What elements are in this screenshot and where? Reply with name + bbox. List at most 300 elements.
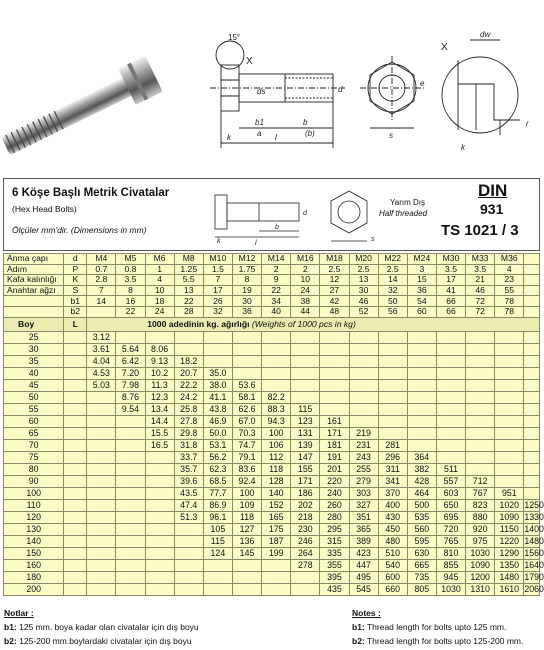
weight-cell: 1640 [524,560,544,571]
weight-cell: 11.3 [145,379,174,391]
length-spacer [64,391,87,403]
weight-cell: 92.4 [232,475,261,487]
weight-row [4,403,540,415]
param-cell: M10 [203,254,232,265]
weight-row [4,379,540,391]
weight-cell [436,355,465,367]
param-label: Kafa kalınlığı [4,275,64,286]
weight-cell: 220 [320,475,349,487]
weight-cell: 82.2 [262,391,291,403]
weight-cell: 1150 [495,523,524,535]
length-spacer [64,475,87,487]
param-cell: 78 [495,306,524,317]
bolt-illustration [0,0,544,170]
weight-cell [116,451,145,463]
weight-cell [232,571,261,583]
weight-cell: 9.13 [145,355,174,367]
param-cell: 2.5 [349,264,378,275]
weight-cell: 175 [262,523,291,535]
param-cell: 42 [320,296,349,307]
weight-row [4,499,540,511]
weight-cell [116,583,145,595]
weight-cell [203,331,232,343]
weight-cell [349,379,378,391]
weight-cell [349,403,378,415]
weight-cell: 74.7 [232,439,261,451]
param-label: Anahtar ağzı [4,285,64,296]
param-cell: 3.5 [116,275,145,286]
din-number: 931 [480,201,504,217]
weight-cell [291,343,320,355]
param-cell: 2 [291,264,320,275]
weight-cell [116,559,145,571]
length-cell: 90 [4,475,64,487]
weight-cell [320,367,349,379]
weight-cell: 720 [436,523,465,535]
length-spacer [64,511,87,523]
weight-cell: 136 [232,535,261,547]
length-cell: 160 [4,559,64,571]
weight-cell [116,487,145,499]
weight-cell [145,559,174,571]
param-cell: M5 [116,254,145,265]
weight-cell [495,415,524,427]
param-cell: 66 [436,306,465,317]
weight-cell [466,451,495,463]
weight-cell [87,439,116,451]
param-cell: M14 [262,254,291,265]
weight-cell [87,487,116,499]
weight-cell: 1290 [495,547,524,559]
param-cell: 0.8 [116,264,145,275]
note-tr-b1-key: b1: [4,622,17,632]
technical-drawing-area [0,0,544,170]
weight-cell [262,355,291,367]
weight-cell: 1020 [495,499,524,511]
param-cell: 0.7 [87,264,116,275]
dimensions-note: Ölçüler mm'dir. (Dimensions in mm) [12,225,147,235]
param-cell: M16 [291,254,320,265]
weight-cell [436,427,465,439]
weight-cell [407,331,436,343]
param-cell: M33 [466,254,495,265]
weight-cell: 128 [262,475,291,487]
param-cell: 50 [378,296,407,307]
weight-cell [203,343,232,355]
weight-cell: 199 [262,547,291,559]
param-pad-cell [524,296,540,307]
weight-cell [495,367,524,379]
param-cell: 1.25 [174,264,203,275]
weight-cell: 823 [466,499,495,511]
param-cell: M22 [378,254,407,265]
weight-cell [87,535,116,547]
weight-cell [407,403,436,415]
weight-cell: 341 [378,475,407,487]
weight-row [4,355,540,367]
weight-cell: 46.9 [203,415,232,427]
weight-cell [87,427,116,439]
weight-cell [495,331,524,343]
param-cell: 34 [262,296,291,307]
weight-cell: 7.98 [116,379,145,391]
param-cell: 2.5 [378,264,407,275]
param-cell: 23 [495,275,524,286]
weight-cell [320,331,349,343]
weight-rows [4,317,544,595]
length-cell: 40 [4,367,64,379]
weight-cell: 20.7 [174,367,203,379]
weight-cell: 660 [378,583,407,595]
weight-cell [524,355,540,367]
param-cell: 41 [436,285,465,296]
param-cell: M8 [174,254,203,265]
param-symbol: P [64,264,87,275]
length-spacer [64,463,87,475]
notes-turkish [4,606,199,648]
weight-cell [116,439,145,451]
param-cell: 19 [232,285,261,296]
thread-type-en: Half threaded [379,209,428,218]
weight-cell: 1200 [466,571,495,583]
length-cell: 25 [4,331,64,343]
weight-cell: 8.06 [145,343,174,355]
weight-cell [378,403,407,415]
weight-cell: 920 [466,523,495,535]
weight-cell: 187 [262,535,291,547]
param-pad-cell [524,264,540,275]
detail-x-label: X [246,56,253,67]
param-cell: 27 [320,285,349,296]
weight-cell: 255 [349,463,378,475]
param-cell: 44 [291,306,320,317]
weight-cell: 10.2 [145,367,174,379]
dim-ds: ds [257,87,266,96]
weight-cell [524,475,540,487]
weight-cell: 1350 [495,559,524,571]
weight-cell: 14.4 [145,415,174,427]
weight-cell: 5.03 [87,379,116,391]
param-cell: 66 [436,296,465,307]
param-cell: 4 [145,275,174,286]
weight-cell: 855 [436,559,465,571]
length-cell: 180 [4,571,64,583]
weight-cell [466,355,495,367]
param-cell: 2.8 [87,275,116,286]
weight-cell: 480 [378,535,407,547]
weight-cell [87,511,116,523]
weight-cell: 1220 [495,535,524,547]
weight-cell: 13.4 [145,403,174,415]
length-spacer [64,379,87,391]
weights-header-row [4,317,540,331]
weight-cell [145,523,174,535]
param-row [4,285,540,296]
weight-cell [145,571,174,583]
dim-k-detail: k [461,143,465,152]
weight-cell: 365 [349,523,378,535]
length-cell: 130 [4,523,64,535]
param-cell: 36 [407,285,436,296]
standard-header-box [3,178,540,251]
length-cell: 100 [4,487,64,499]
weight-cell [291,367,320,379]
notes-english [352,606,523,648]
weight-cell [87,547,116,559]
weight-cell: 161 [320,415,349,427]
weight-cell: 945 [436,571,465,583]
dim-dw: dw [480,30,491,39]
weight-cell [436,367,465,379]
weight-cell: 94.3 [262,415,291,427]
param-cell: 22 [116,306,145,317]
note-tr-b2-key: b2: [4,636,17,646]
weight-cell: 33.7 [174,451,203,463]
weight-cell: 22.2 [174,379,203,391]
param-cell: 30 [349,285,378,296]
weight-cell: 4.53 [87,367,116,379]
param-cell: 12 [320,275,349,286]
weight-cell [320,391,349,403]
weight-row [4,439,540,451]
param-cell: 72 [466,306,495,317]
weight-cell: 1790 [524,572,544,583]
notes-tr-title: Notlar : [4,608,34,618]
weight-cell: 39.6 [174,475,203,487]
weight-cell: 123 [291,415,320,427]
weight-cell [466,343,495,355]
weight-cell [524,463,540,475]
weight-cell: 1560 [524,548,544,559]
length-cell: 30 [4,343,64,355]
param-cell: 4 [495,264,524,275]
weight-cell: 540 [378,559,407,571]
length-spacer [64,523,87,535]
weight-cell [524,391,540,403]
param-cell: 10 [291,275,320,286]
weight-cell [174,571,203,583]
param-row [4,296,540,307]
weight-cell: 47.4 [174,499,203,511]
weight-cell [407,379,436,391]
weight-cell [232,583,261,595]
weight-cell [174,559,203,571]
weight-cell [87,391,116,403]
length-cell: 140 [4,535,64,547]
weight-cell [145,535,174,547]
weight-cell [116,331,145,343]
weight-cell [495,379,524,391]
weight-cell: 67.0 [232,415,261,427]
weight-cell [116,535,145,547]
weight-cell [466,427,495,439]
weight-cell [407,415,436,427]
param-symbol: S [64,285,87,296]
weight-cell [203,559,232,571]
weight-cell [436,439,465,451]
param-cell: M30 [436,254,465,265]
param-cell: M12 [232,254,261,265]
weight-cell: 364 [407,451,436,463]
weight-cell [436,391,465,403]
page-subtitle: (Hex Head Bolts) [12,204,77,214]
weight-cell [378,391,407,403]
length-cell: 65 [4,427,64,439]
bolt-data-table [3,253,544,596]
length-spacer [64,439,87,451]
weight-cell: 56.2 [203,451,232,463]
weight-cell: 24.2 [174,391,203,403]
weight-cell: 311 [378,463,407,475]
length-spacer [64,331,87,343]
weight-cell: 31.8 [174,439,203,451]
weight-row [4,343,540,355]
weight-cell: 27.8 [174,415,203,427]
note-tr-b2: 125-200 mm.boylardaki civatalar için dış boyu [19,636,192,646]
length-spacer [64,451,87,463]
param-cell: 8 [232,275,261,286]
param-pad-cell [524,254,540,265]
weight-cell [145,547,174,559]
param-cell: 14 [87,296,116,307]
weight-cell: 447 [349,559,378,571]
mini-b: b [275,224,279,231]
weight-cell [495,343,524,355]
length-spacer [64,343,87,355]
weight-cell: 264 [291,547,320,559]
weight-cell [87,559,116,571]
param-row [4,264,540,275]
param-cell: M24 [407,254,436,265]
param-cell: 24 [291,285,320,296]
weight-cell: 3.61 [87,343,116,355]
length-cell: 60 [4,415,64,427]
weight-cell [378,427,407,439]
weights-caption-tr: 1000 adedinin kg. ağırlığı [147,318,250,329]
weight-cell: 58.1 [232,391,261,403]
weight-cell [349,391,378,403]
param-cell: M18 [320,254,349,265]
weight-cell [407,367,436,379]
weight-cell: 389 [349,535,378,547]
weight-cell: 118 [232,511,261,523]
weight-cell: 68.5 [203,475,232,487]
param-cell: 13 [349,275,378,286]
param-cell: 46 [466,285,495,296]
weight-cell: 335 [320,547,349,559]
weight-cell [291,331,320,343]
hex-front-view [360,56,424,128]
weight-cell: 41.1 [203,391,232,403]
weight-cell [145,463,174,475]
weight-cell [524,451,540,463]
weight-cell: 62.6 [232,403,261,415]
weight-cell [145,331,174,343]
weight-cell: 51.3 [174,511,203,523]
weight-cell: 1310 [466,583,495,595]
weight-cell: 295 [320,523,349,535]
length-spacer [64,403,87,415]
weight-cell [524,487,540,499]
weight-cell [349,367,378,379]
weight-cell [291,355,320,367]
param-cell: 56 [378,306,407,317]
weight-cell [232,355,261,367]
weight-cell: 650 [436,499,465,511]
note-en-b1-key: b1: [352,622,365,632]
weight-cell: 191 [320,451,349,463]
param-cell: 2.5 [320,264,349,275]
mini-s: s [371,236,375,243]
weight-cell [262,343,291,355]
weight-cell [87,523,116,535]
dim-b: b [303,118,308,127]
weight-cell [378,367,407,379]
length-spacer [64,355,87,367]
weight-row [4,511,540,523]
length-cell: 200 [4,583,64,595]
weight-cell [291,379,320,391]
weight-cell: 145 [232,547,261,559]
weight-cell: 382 [407,463,436,475]
weight-cell: 79.1 [232,451,261,463]
weight-cell: 1400 [524,524,544,535]
weight-cell [466,379,495,391]
param-cell: 3 [407,264,436,275]
weight-cell: 118 [262,463,291,475]
weight-cell: 278 [291,559,320,571]
weight-cell [524,343,540,355]
weight-cell [466,403,495,415]
weight-cell [524,379,540,391]
weight-cell [524,367,540,379]
weight-cell [174,547,203,559]
weight-cell: 7.20 [116,367,145,379]
weight-cell [524,415,540,427]
weight-cell [145,487,174,499]
weight-cell: 140 [262,487,291,499]
weight-cell [116,511,145,523]
length-cell: 75 [4,451,64,463]
weight-cell: 805 [407,583,436,595]
weight-cell [436,415,465,427]
length-cell: 150 [4,547,64,559]
weight-cell: 279 [349,475,378,487]
weight-row [4,535,540,547]
weight-cell: 230 [291,523,320,535]
weight-row [4,571,540,583]
weight-cell: 106 [262,439,291,451]
weight-cell: 186 [291,487,320,499]
weight-cell [378,355,407,367]
weight-cell [495,451,524,463]
weight-cell [466,367,495,379]
weight-cell: 171 [320,427,349,439]
length-spacer [64,499,87,511]
weight-cell: 975 [466,535,495,547]
weight-cell: 12.3 [145,391,174,403]
weight-cell: 38.0 [203,379,232,391]
weight-cell: 1030 [466,547,495,559]
param-row [4,306,540,317]
weight-cell: 260 [320,499,349,511]
weight-cell [349,331,378,343]
dim-l: l [275,133,277,142]
weight-cell [232,343,261,355]
dim-a: a [257,129,262,138]
weight-cell: 296 [378,451,407,463]
weight-cell: 435 [320,583,349,595]
